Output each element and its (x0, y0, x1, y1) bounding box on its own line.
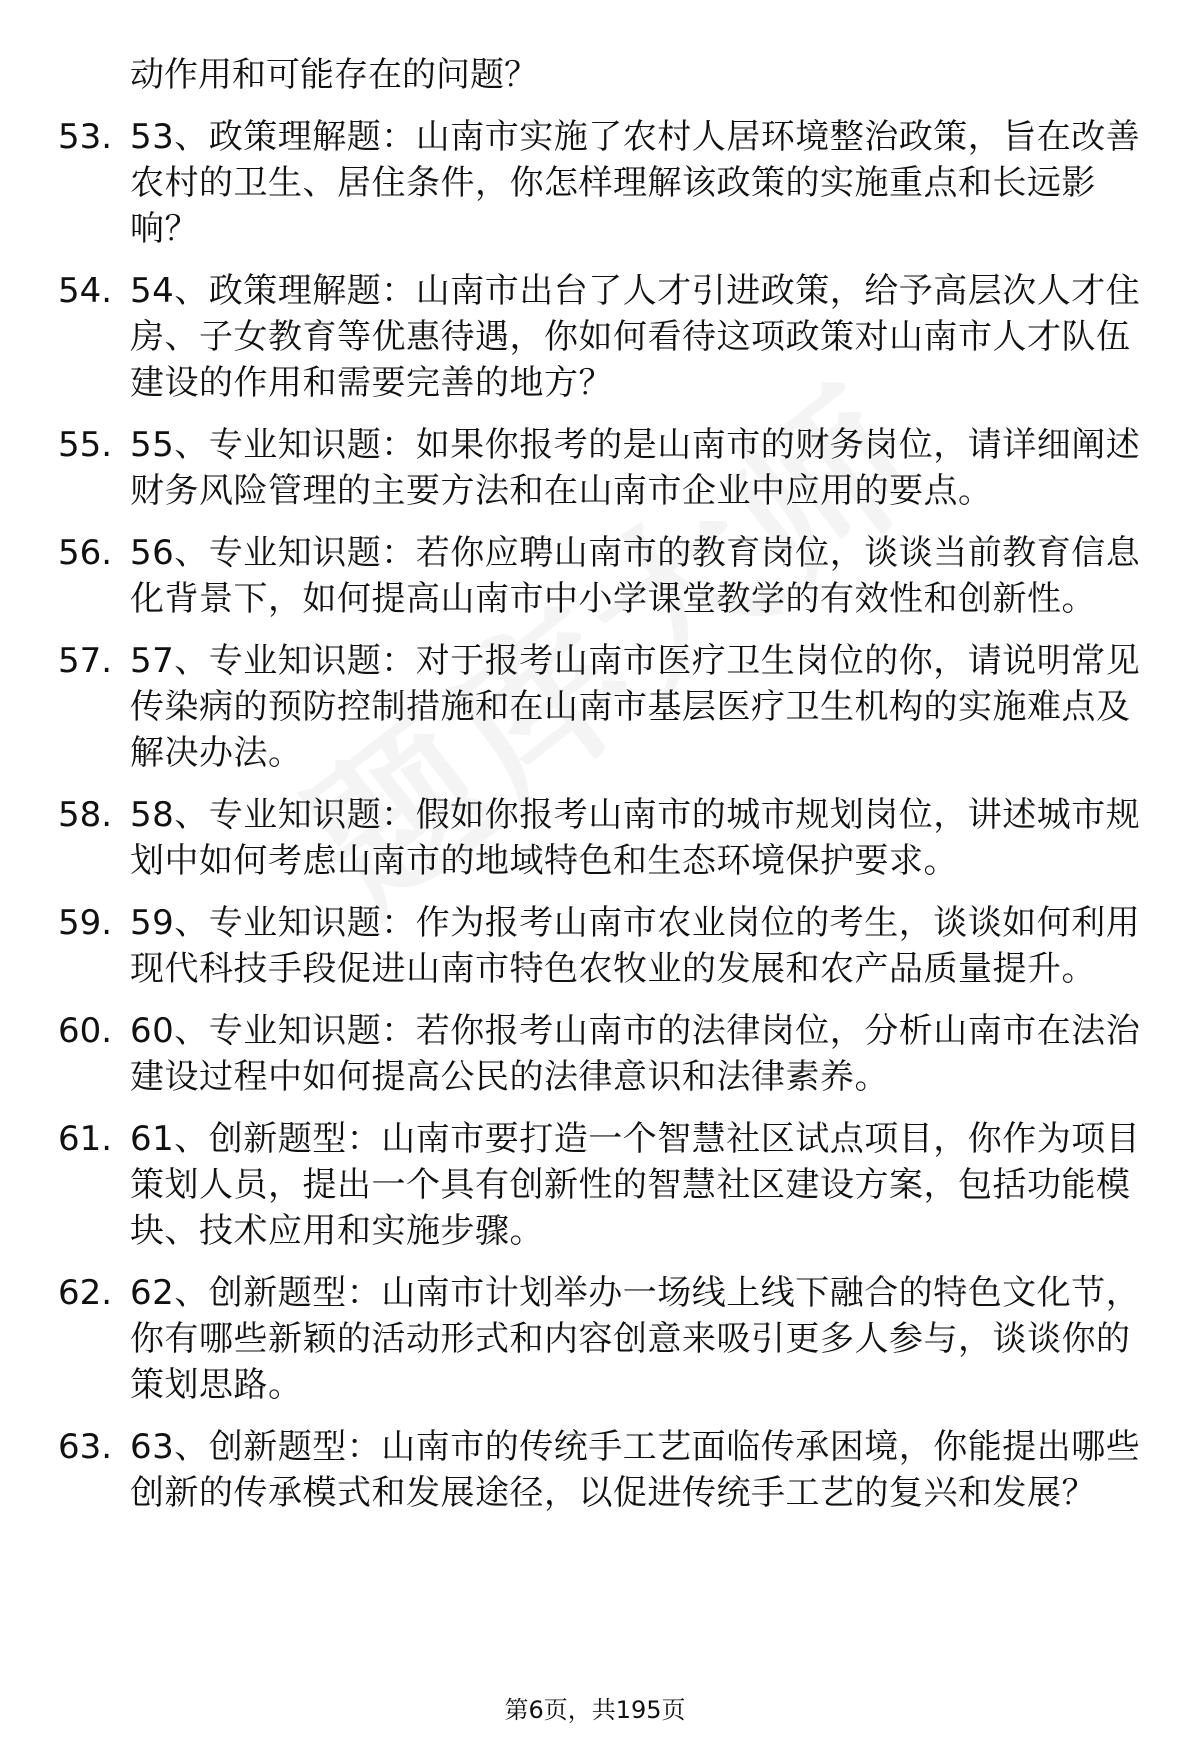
list-item (58, 114, 1158, 252)
item-number: 55. (58, 425, 113, 465)
item-number: 63. (58, 1427, 113, 1467)
list-item (58, 1008, 1158, 1100)
question-text: 55、专业知识题：如果你报考的是山南市的财务岗位，请详细阐述财务风险管理的主要方法和在山南市企业中应用的要点。 (130, 425, 1141, 511)
question-text: 56、专业知识题：若你应聘山南市的教育岗位，谈谈当前教育信息化背景下，如何提高山南市中小学课堂教学的有效性和创新性。 (130, 533, 1141, 619)
page-number-footer: 第6页，共195页 (504, 1696, 686, 1724)
list-item (58, 422, 1158, 514)
item-number: 53. (58, 117, 113, 157)
question-text: 59、专业知识题：作为报考山南市农业岗位的考生，谈谈如何利用现代科技手段促进山南市特色农牧业的发展和农产品质量提升。 (130, 903, 1141, 989)
list-item (58, 530, 1158, 622)
question-text: 63、创新题型：山南市的传统手工艺面临传承困境，你能提出哪些创新的传承模式和发展途径，以促进传统手工艺的复兴和发展？ (130, 1427, 1141, 1513)
list-item (58, 792, 1158, 884)
question-text: 54、政策理解题：山南市出台了人才引进政策，给予高层次人才住房、子女教育等优惠待遇，你如何看待这项政策对山南市人才队伍建设的作用和需要完善的地方？ (130, 271, 1141, 403)
item-number: 54. (58, 271, 113, 311)
item-number: 62. (58, 1273, 113, 1313)
item-number: 57. (58, 641, 113, 681)
item-number: 58. (58, 795, 113, 835)
item-number: 61. (58, 1119, 113, 1159)
list-item (58, 268, 1158, 406)
list-item (58, 1424, 1158, 1516)
question-text: 62、创新题型：山南市计划举办一场线上线下融合的特色文化节，你有哪些新颖的活动形式和内容创意来吸引更多人参与，谈谈你的策划思路。 (130, 1273, 1141, 1405)
list-item (58, 900, 1158, 992)
list-item (58, 1270, 1158, 1408)
question-text: 58、专业知识题：假如你报考山南市的城市规划岗位，讲述城市规划中如何考虑山南市的地域特色和生态环境保护要求。 (130, 795, 1141, 881)
question-text: 60、专业知识题：若你报考山南市的法律岗位，分析山南市在法治建设过程中如何提高公民的法律意识和法律素养。 (130, 1011, 1141, 1097)
question-text: 53、政策理解题：山南市实施了农村人居环境整治政策，旨在改善农村的卫生、居住条件，你怎样理解该政策的实施重点和长远影响？ (130, 117, 1141, 249)
question-text: 57、专业知识题：对于报考山南市医疗卫生岗位的你，请说明常见传染病的预防控制措施和在山南市基层医疗卫生机构的实施难点及解决办法。 (130, 641, 1141, 773)
question-text: 61、创新题型：山南市要打造一个智慧社区试点项目，你作为项目策划人员，提出一个具有创新性的智慧社区建设方案，包括功能模块、技术应用和实施步骤。 (130, 1119, 1141, 1251)
list-item (58, 1116, 1158, 1254)
list-item (58, 638, 1158, 776)
item-number: 56. (58, 533, 113, 573)
continued-text: 动作用和可能存在的问题？ (130, 55, 538, 95)
item-number: 60. (58, 1011, 113, 1051)
question-list (58, 52, 1158, 1532)
item-number: 59. (58, 903, 113, 943)
